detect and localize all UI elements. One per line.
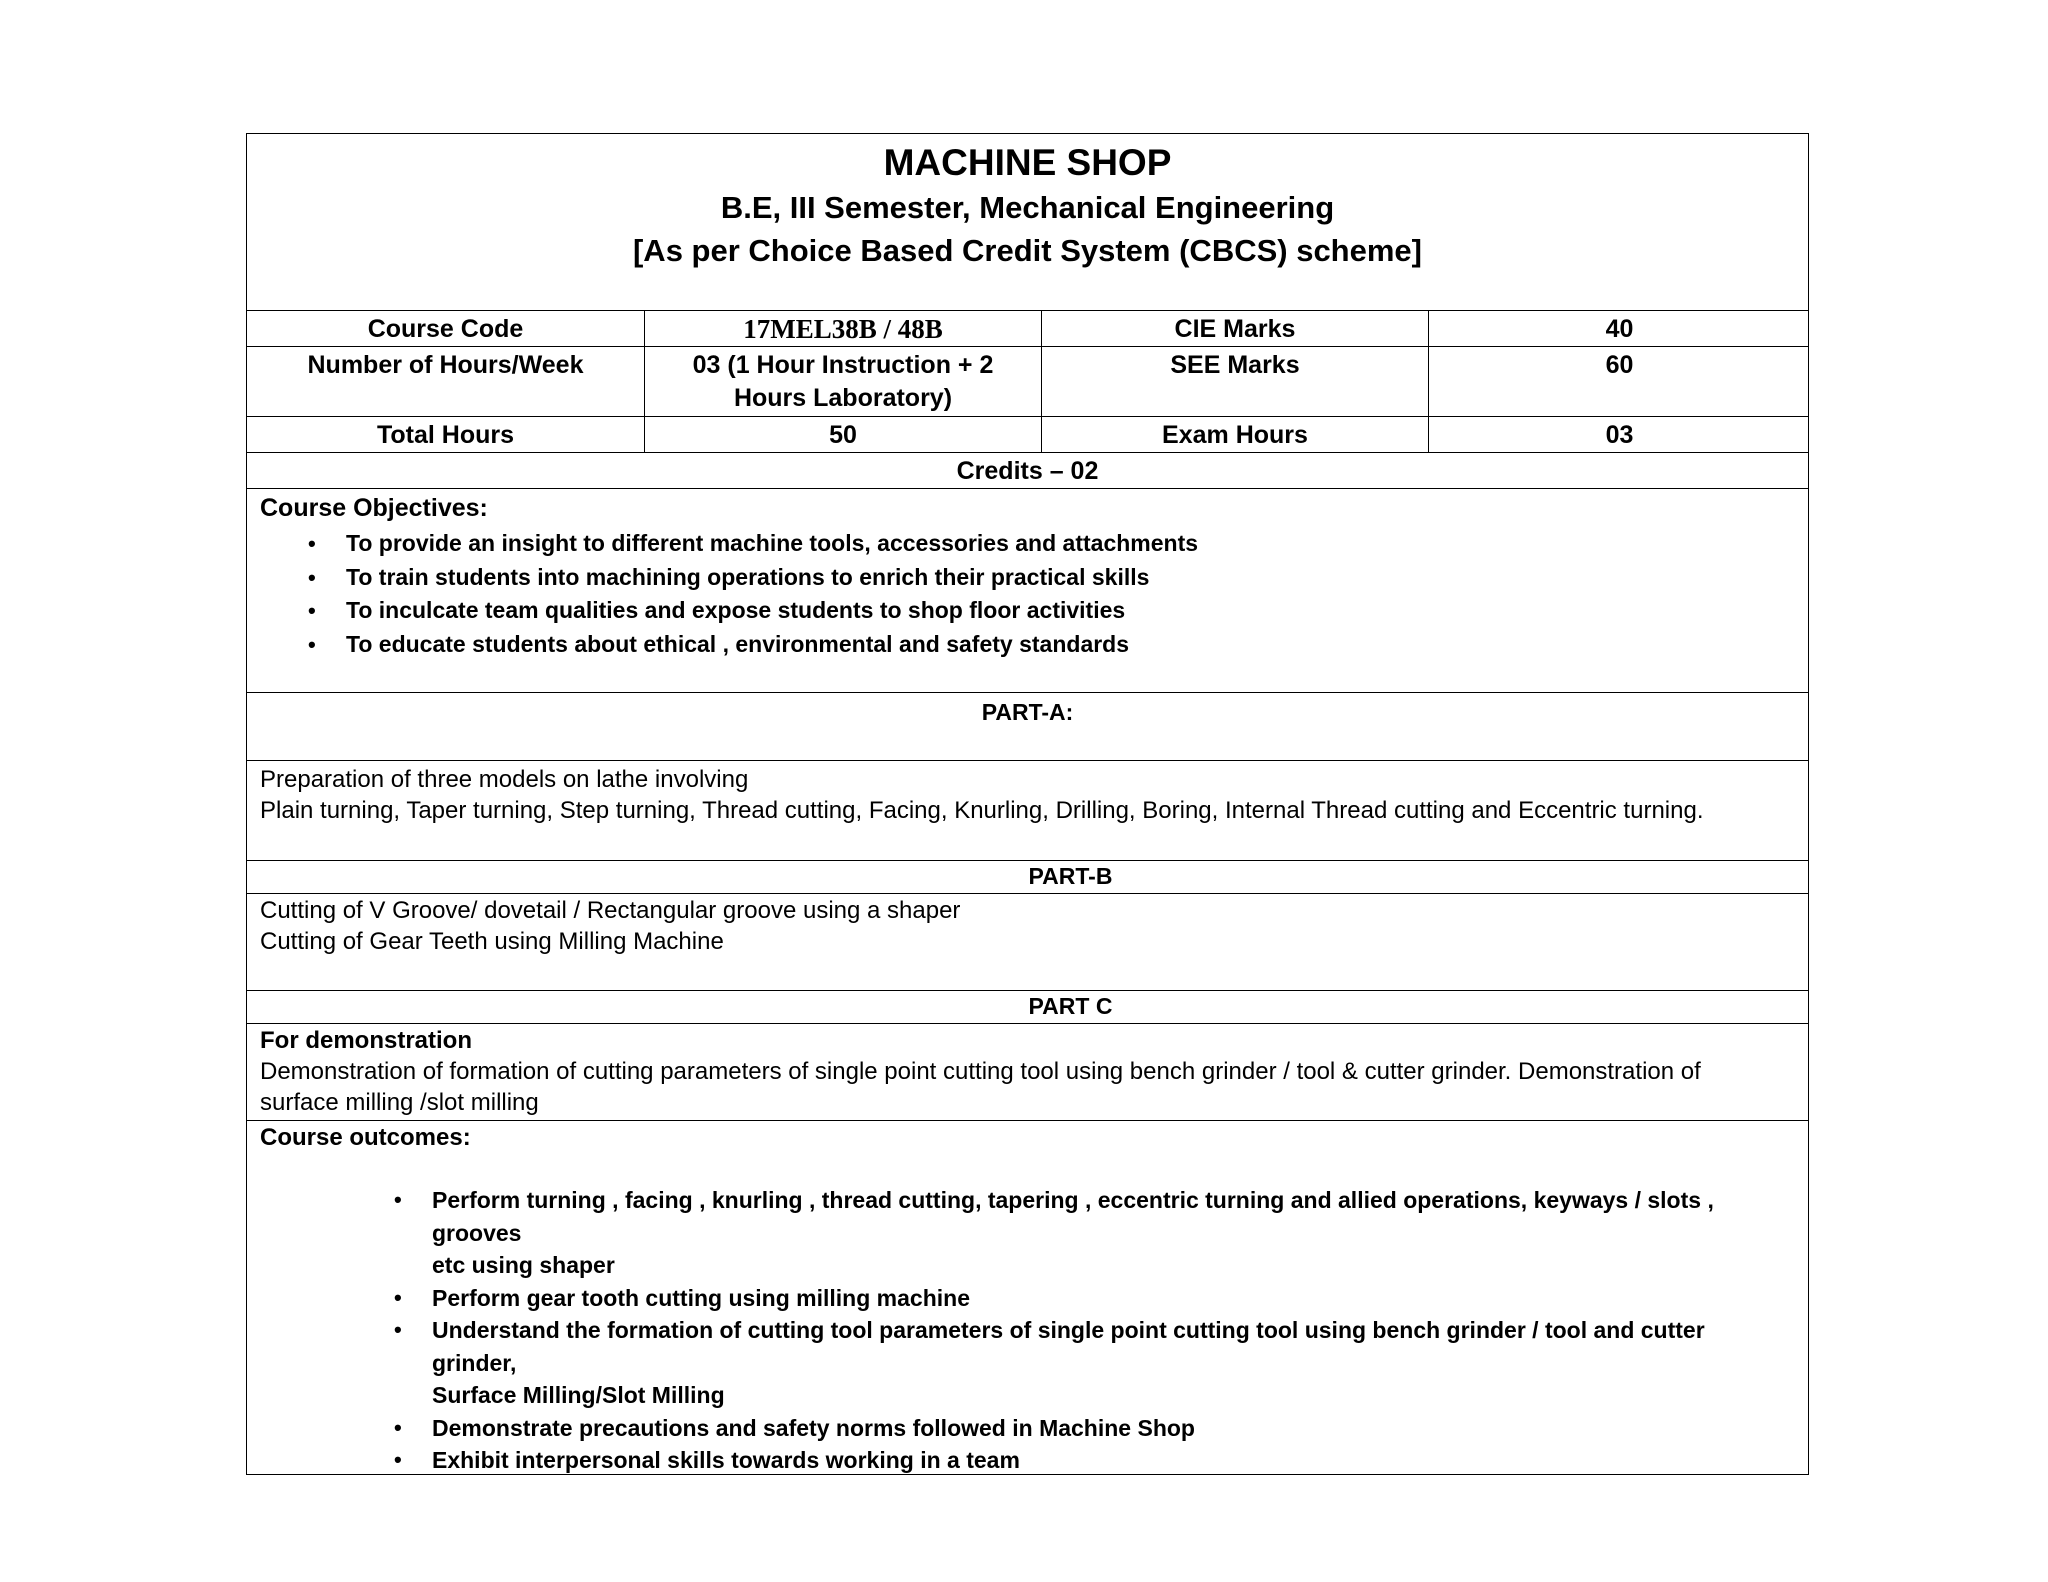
list-item: • Perform turning , facing , knurling , thread cutting, tapering , eccentric turning and allied operations, keyways / slots , grooves etc using shaper xyxy=(432,1184,1788,1282)
row-total-hours xyxy=(247,416,1808,452)
course-outcomes-list xyxy=(394,1184,1788,1477)
total-hours-value: 50 xyxy=(644,417,1041,452)
row-credits xyxy=(247,452,1808,488)
header xyxy=(247,134,1808,310)
exam-hours-label: Exam Hours xyxy=(1041,417,1428,452)
part-b-heading-row xyxy=(247,860,1808,893)
list-item: • To inculcate team qualities and expose students to shop floor activities xyxy=(346,594,1788,628)
course-objectives-list xyxy=(308,527,1788,661)
course-code-label: Course Code xyxy=(367,315,524,343)
see-marks-label: SEE Marks xyxy=(1041,347,1428,416)
list-item: • To train students into machining operations to enrich their practical skills xyxy=(346,561,1788,595)
bullet-icon: • xyxy=(394,1187,402,1212)
bullet-icon: • xyxy=(394,1414,402,1440)
part-a-content xyxy=(247,760,1808,860)
part-c-content xyxy=(247,1023,1808,1120)
list-item: • Perform gear tooth cutting using milling machine xyxy=(432,1282,1788,1315)
row-course-code xyxy=(247,310,1808,346)
part-c-heading: PART C xyxy=(1028,993,1113,1019)
cie-marks-label: CIE Marks xyxy=(1041,311,1428,346)
part-a-heading: PART-A: xyxy=(981,699,1074,725)
page-title: MACHINE SHOP xyxy=(883,142,1172,183)
part-c-line1: Demonstration of formation of cutting parameters of single point cutting tool using bench grinder / tool & cutter grinder. Demonstration of xyxy=(260,1058,1701,1085)
syllabus-table xyxy=(246,133,1809,1475)
hours-week-label: Number of Hours/Week xyxy=(307,351,584,379)
bullet-icon: • xyxy=(308,631,316,657)
bullet-icon: • xyxy=(308,598,316,623)
bullet-icon: • xyxy=(308,531,316,556)
course-objectives-section xyxy=(247,488,1808,692)
bullet-icon: • xyxy=(394,1317,402,1342)
row-hours-week xyxy=(247,346,1808,416)
list-item: • To educate students about ethical , environmental and safety standards xyxy=(346,628,1788,662)
part-c-heading-row xyxy=(247,990,1808,1023)
bullet-icon: • xyxy=(394,1284,402,1310)
hours-week-value-line1: 03 (1 Hour Instruction + 2 xyxy=(692,351,994,379)
course-objectives-heading: Course Objectives: xyxy=(260,494,488,522)
list-item: • Exhibit interpersonal skills towards working in a team xyxy=(432,1444,1788,1477)
course-code-value: 17MEL38B / 48B xyxy=(644,311,1041,346)
part-a-line2: Plain turning, Taper turning, Step turning, Thread cutting, Facing, Knurling, Drilling, Boring, Internal Thread cutting and Eccentric turning. xyxy=(260,797,1704,824)
part-b-line1: Cutting of V Groove/ dovetail / Rectangular groove using a shaper xyxy=(260,897,961,924)
list-item: • To provide an insight to different machine tools, accessories and attachments xyxy=(346,527,1788,561)
hours-week-value xyxy=(644,347,1041,416)
part-c-line2: surface milling /slot milling xyxy=(260,1089,539,1116)
part-b-content xyxy=(247,893,1808,990)
part-b-line2: Cutting of Gear Teeth using Milling Machine xyxy=(260,928,724,955)
list-item: • Understand the formation of cutting tool parameters of single point cutting tool using bench grinder / tool and cutter grinder, Surface Milling/Slot Milling xyxy=(432,1314,1788,1412)
part-c-subheading: For demonstration xyxy=(260,1027,473,1054)
part-a-line1: Preparation of three models on lathe involving xyxy=(260,766,749,793)
course-outcomes-heading: Course outcomes: xyxy=(260,1124,471,1151)
exam-hours-value: 03 xyxy=(1428,417,1810,452)
total-hours-label: Total Hours xyxy=(376,421,515,449)
part-b-heading: PART-B xyxy=(1028,863,1113,889)
bullet-icon: • xyxy=(308,564,316,590)
list-item: • Demonstrate precautions and safety norms followed in Machine Shop xyxy=(432,1412,1788,1445)
part-a-heading-row xyxy=(247,692,1808,760)
credits: Credits – 02 xyxy=(956,457,1099,485)
see-marks-value: 60 xyxy=(1428,347,1810,416)
page-subtitle: B.E, III Semester, Mechanical Engineering xyxy=(720,190,1335,225)
bullet-icon: • xyxy=(394,1447,402,1472)
course-outcomes-section xyxy=(247,1120,1808,1474)
hours-week-value-line2: Hours Laboratory) xyxy=(733,384,953,412)
scheme-note: [As per Choice Based Credit System (CBCS) scheme] xyxy=(632,233,1422,268)
cie-marks-value: 40 xyxy=(1428,311,1810,346)
